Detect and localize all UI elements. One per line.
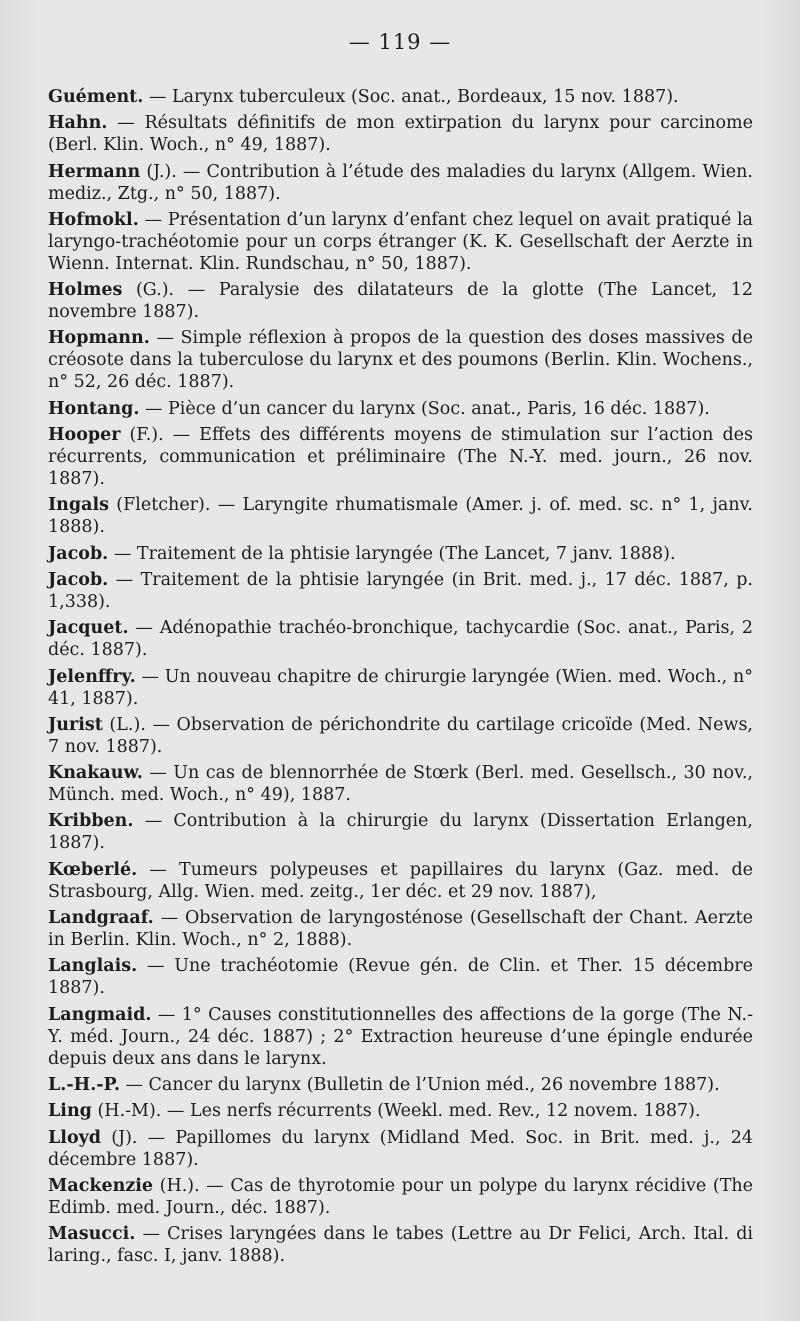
entry-text: (J). — Papillomes du larynx (Midland Med. Soc. in Brit. med. j., 24 décembre 1887). (48, 1127, 753, 1170)
entry-text: — Traitement de la phtisie laryngée (in Brit. med. j., 17 déc. 1887, p. 1,338). (48, 569, 753, 612)
bibliography-entry (48, 279, 753, 323)
bibliography-entry (48, 424, 753, 490)
entry-author: Langmaid. (48, 1004, 152, 1025)
entry-text: — Résultats définitifs de mon extirpation du larynx pour carcinome (Berl. Klin. Woch., n° 49, 1887). (48, 113, 753, 156)
entry-author: Jacquet. (48, 618, 129, 639)
entry-author: Ingals (48, 495, 109, 516)
bibliography-entry (48, 543, 753, 565)
entry-text: (Fletcher). — Laryngite rhumatismale (Amer. j. of. med. sc. n° 1, janv. 1888). (48, 495, 753, 538)
bibliography-entry (48, 327, 753, 393)
entry-text: — Larynx tuberculeux (Soc. anat., Bordeaux, 15 nov. 1887). (143, 87, 679, 107)
bibliography-entry (48, 86, 753, 108)
entry-author: Jacob. (48, 543, 109, 564)
entry-author: Jurist (48, 714, 103, 735)
entry-author: L.-H.-P. (48, 1074, 120, 1095)
entry-text: — Simple réflexion à propos de la question des doses massives de créosote dans la tuberculose du larynx et des poumons (Berlin. Klin. Wochens., n° 52, 26 déc. 1887). (48, 328, 753, 393)
bibliography-entry (48, 112, 753, 156)
entry-author: Lloyd (48, 1127, 102, 1148)
entry-author: Kœberlé. (48, 859, 138, 880)
bibliography-entry (48, 810, 753, 854)
entry-author: Hooper (48, 425, 121, 446)
entry-author: Masucci. (48, 1224, 136, 1245)
bibliography-entry (48, 1004, 753, 1070)
entry-author: Ling (48, 1101, 92, 1122)
entry-text: — Pièce d’un cancer du larynx (Soc. anat., Paris, 16 déc. 1887). (139, 398, 710, 419)
entry-text: — 1° Causes constitutionnelles des affections de la gorge (The N.-Y. méd. Journ., 24 déc. 1887) ; 2° Extraction heureuse d’une épingle endurée depuis deux ans dans le larynx. (48, 1004, 753, 1069)
entry-author: Langlais. (48, 956, 138, 977)
entry-author: Hopmann. (48, 328, 150, 349)
bibliography-entry (48, 1223, 753, 1267)
entry-text: — Une trachéotomie (Revue gén. de Clin. et Ther. 15 décembre 1887). (48, 956, 753, 999)
entry-author: Kribben. (48, 811, 134, 832)
bibliography-entry (48, 762, 753, 806)
entry-author: Hofmokl. (48, 209, 139, 230)
entry-author: Landgraaf. (48, 908, 154, 929)
entry-author: Holmes (48, 280, 123, 301)
entry-text: (H.). — Cas de thyrotomie pour un polype du larynx récidive (The Edimb. med. Journ., déc. 1887). (48, 1175, 753, 1218)
bibliography-entry (48, 714, 753, 758)
entry-text: — Tumeurs polypeuses et papillaires du larynx (Gaz. med. de Strasbourg, Allg. Wien. med. zeitg., 1er déc. et 29 nov. 1887), (48, 859, 753, 902)
bibliography-entry (48, 859, 753, 903)
entry-text: — Observation de laryngosténose (Gesellschaft der Chant. Aerzte in Berlin. Klin. Woch., n° 2, 1888). (48, 908, 753, 951)
entry-text: (G.). — Paralysie des dilatateurs de la glotte (The Lancet, 12 novembre 1887). (48, 280, 753, 323)
entry-author: Hahn. (48, 113, 108, 134)
entry-author: Hermann (48, 161, 141, 182)
bibliography-entry (48, 907, 753, 951)
bibliography-entry (48, 1175, 753, 1219)
bibliography-entry (48, 398, 753, 420)
entry-text: — Un cas de blennorrhée de Stœrk (Berl. med. Gesellsch., 30 nov., Münch. med. Woch., n° 49), 1887. (48, 763, 753, 806)
entry-text: — Un nouveau chapitre de chirurgie laryngée (Wien. med. Woch., n° 41, 1887). (48, 666, 753, 709)
bibliography-entry (48, 617, 753, 661)
entry-text: (H.-M). — Les nerfs récurrents (Weekl. med. Rev., 12 novem. 1887). (91, 1101, 701, 1122)
entry-author: Guément. (48, 87, 144, 107)
entry-text: (J.). — Contribution à l’étude des maladies du larynx (Allgem. Wien. mediz., Ztg., n° 50, 1887). (48, 161, 753, 204)
entry-text: (F.). — Effets des différents moyens de stimulation sur l’action des récurrents, communication et préliminaire (The N.-Y. med. journ., 26 nov. 1887). (48, 425, 753, 490)
bibliography-entry (48, 666, 753, 710)
entry-author: Jelenffry. (48, 666, 136, 687)
entry-text: — Cancer du larynx (Bulletin de l’Union méd., 26 novembre 1887). (119, 1074, 720, 1095)
entry-author: Mackenzie (48, 1175, 154, 1196)
bibliography-entry (48, 209, 753, 275)
entry-text: — Adénopathie trachéo-bronchique, tachycardie (Soc. anat., Paris, 2 déc. 1887). (48, 618, 753, 661)
bibliography-entry (48, 1127, 753, 1171)
entry-text: — Traitement de la phtisie laryngée (The Lancet, 7 janv. 1888). (108, 543, 676, 564)
page-number: — 119 — (348, 30, 452, 54)
bibliography-entry (48, 494, 753, 538)
bibliography-entry (48, 955, 753, 999)
bibliography-entry (48, 569, 753, 613)
bibliography-entry (48, 1074, 753, 1096)
bibliography-entry (48, 161, 753, 205)
entry-author: Jacob. (48, 569, 109, 590)
entry-text: — Présentation d’un larynx d’enfant chez lequel on avait pratiqué la laryngo-trachéotomie pour un corps étranger (K. K. Gesellschaft der Aerzte in Wienn. Internat. Klin. Rundschau, n° 50, 1887). (48, 209, 753, 274)
entry-text: — Crises laryngées dans le tabes (Lettre au Dr Felici, Arch. Ital. di laring., fasc. I, janv. 1888). (48, 1224, 753, 1267)
entry-author: Knakauw. (48, 763, 143, 784)
entry-text: (L.). — Observation de périchondrite du cartilage cricoïde (Med. News, 7 nov. 1887). (48, 714, 753, 757)
bibliography-list (48, 86, 753, 1271)
entry-text: — Contribution à la chirurgie du larynx (Dissertation Erlangen, 1887). (48, 811, 753, 854)
entry-author: Hontang. (48, 398, 140, 419)
bibliography-entry (48, 1100, 753, 1122)
